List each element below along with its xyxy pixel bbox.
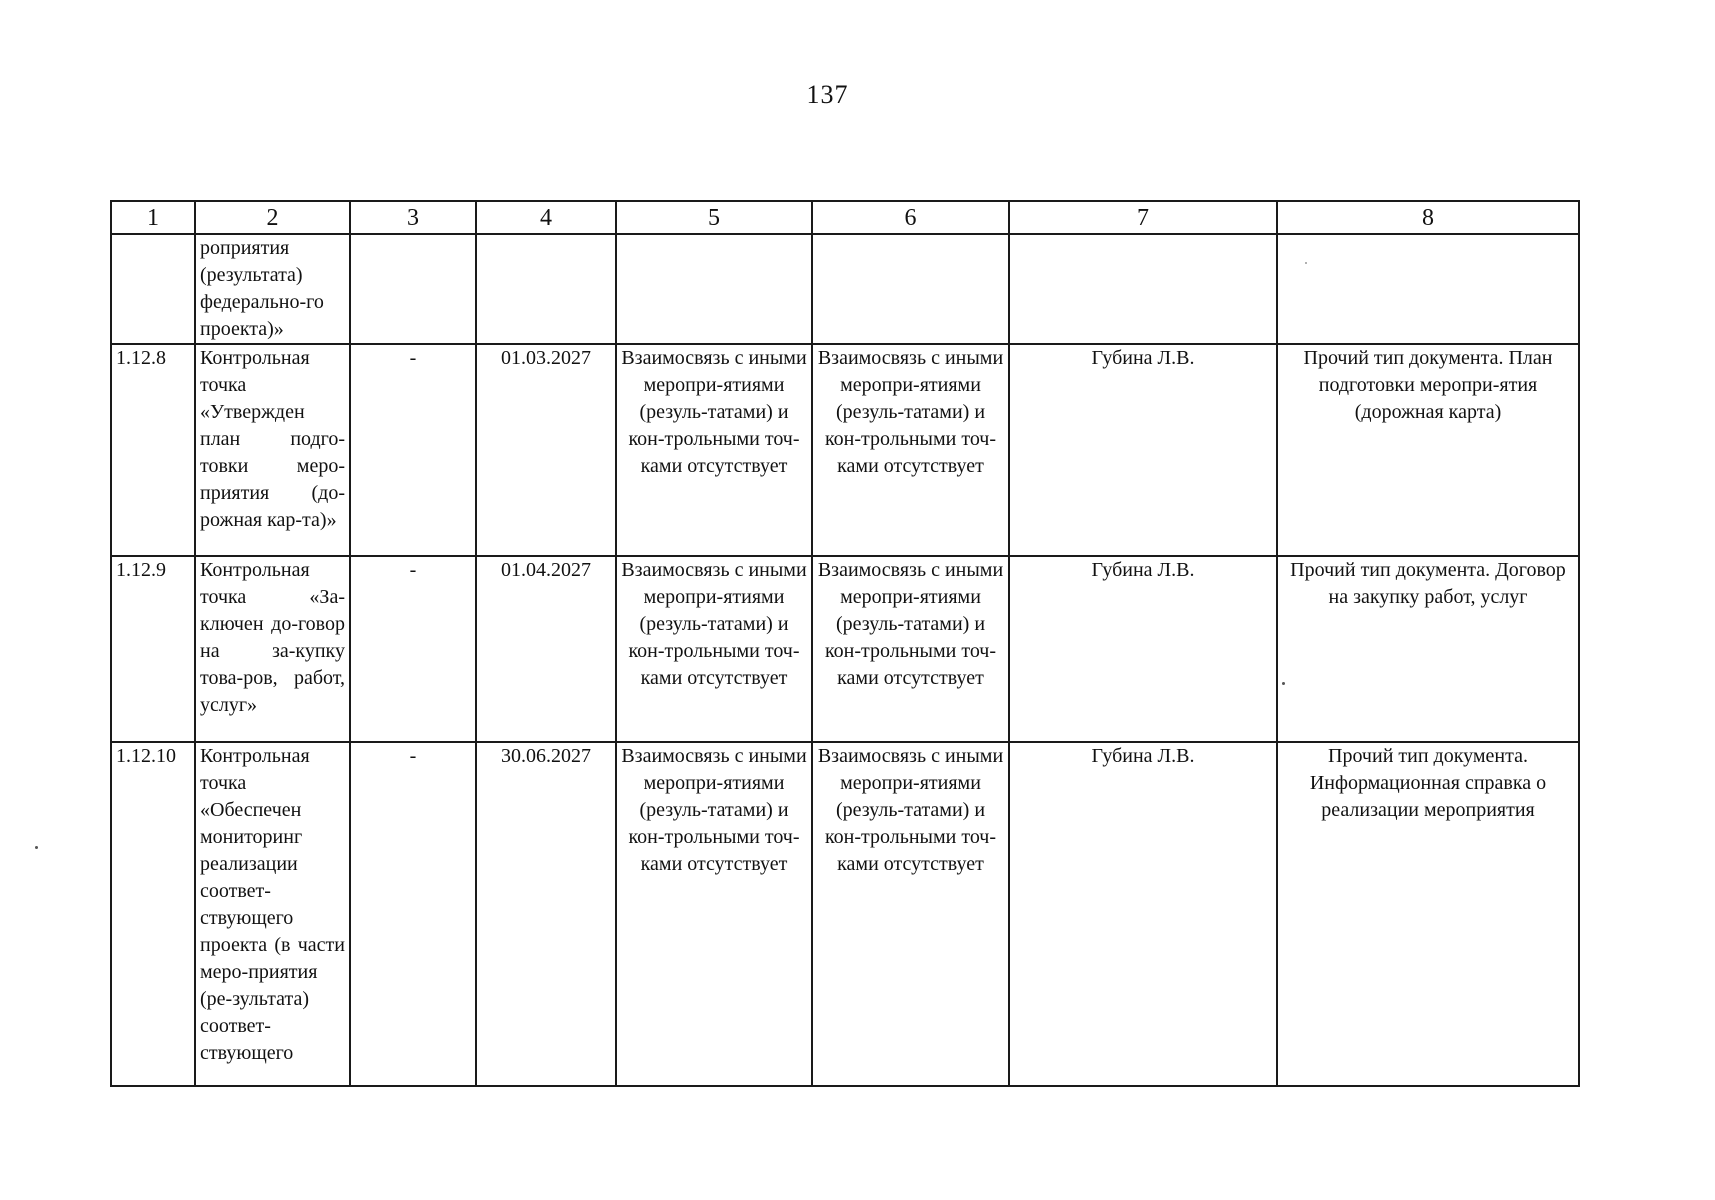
cell-relation-prev: Взаимосвязь с иными меропри-ятиями (резуль-татами) и кон-трольными точ-ками отсутствует <box>616 344 812 556</box>
cell-name: Контрольная точка «Обеспечен мониторинг реализации соответ-ствующего проекта (в части меро-приятия (ре-зультата) соответ-ствующего <box>195 742 350 1086</box>
table-row <box>111 344 1579 556</box>
cell-relation-next: Взаимосвязь с иными меропри-ятиями (резуль-татами) и кон-трольными точ-ками отсутствует <box>812 742 1009 1086</box>
table-row <box>111 556 1579 742</box>
cell-name: роприятия (результата) федерально-го проекта)» <box>195 234 350 344</box>
table-row <box>111 742 1579 1086</box>
page-number: 137 <box>806 80 849 109</box>
cell-date: 01.03.2027 <box>476 344 616 556</box>
cell-number: 1.12.9 <box>111 556 195 742</box>
scan-speck <box>1305 262 1307 264</box>
cell-number: 1.12.8 <box>111 344 195 556</box>
cell-relation-prev: Взаимосвязь с иными меропри-ятиями (резуль-татами) и кон-трольными точ-ками отсутствует <box>616 556 812 742</box>
cell-number <box>111 234 195 344</box>
scan-speck <box>35 846 38 849</box>
cell-date: 01.04.2027 <box>476 556 616 742</box>
cell-relation-next: Взаимосвязь с иными меропри-ятиями (резуль-татами) и кон-трольными точ-ками отсутствует <box>812 556 1009 742</box>
scan-speck <box>1282 682 1285 685</box>
cell-responsible: Губина Л.В. <box>1009 344 1277 556</box>
cell-responsible: Губина Л.В. <box>1009 556 1277 742</box>
cell-name: Контрольная точка «За-ключен до-говор на за-купку това-ров, работ, услуг» <box>195 556 350 742</box>
cell-name: Контрольная точка «Утвержден план подго-товки меро-приятия (до-рожная кар-та)» <box>195 344 350 556</box>
document-table <box>110 200 1580 1087</box>
header-col-6: 6 <box>812 201 1009 234</box>
cell-col-3 <box>350 234 476 344</box>
cell-col-3: - <box>350 344 476 556</box>
header-col-5: 5 <box>616 201 812 234</box>
cell-document: Прочий тип документа. Договор на закупку работ, услуг <box>1277 556 1579 742</box>
cell-document: Прочий тип документа. План подготовки меропри-ятия (дорожная карта) <box>1277 344 1579 556</box>
cell-col-3: - <box>350 742 476 1086</box>
cell-relation-prev: Взаимосвязь с иными меропри-ятиями (резуль-татами) и кон-трольными точ-ками отсутствует <box>616 742 812 1086</box>
cell-relation-prev <box>616 234 812 344</box>
header-col-4: 4 <box>476 201 616 234</box>
table-row-continuation <box>111 234 1579 344</box>
table-header-row <box>111 201 1579 234</box>
header-col-1: 1 <box>111 201 195 234</box>
cell-col-3: - <box>350 556 476 742</box>
header-col-2: 2 <box>195 201 350 234</box>
cell-relation-next: Взаимосвязь с иными меропри-ятиями (резуль-татами) и кон-трольными точ-ками отсутствует <box>812 344 1009 556</box>
header-col-7: 7 <box>1009 201 1277 234</box>
cell-date: 30.06.2027 <box>476 742 616 1086</box>
cell-number: 1.12.10 <box>111 742 195 1086</box>
cell-responsible <box>1009 234 1277 344</box>
cell-date <box>476 234 616 344</box>
cell-document <box>1277 234 1579 344</box>
header-col-8: 8 <box>1277 201 1579 234</box>
cell-relation-next <box>812 234 1009 344</box>
cell-responsible: Губина Л.В. <box>1009 742 1277 1086</box>
cell-document: Прочий тип документа. Информационная справка о реализации мероприятия <box>1277 742 1579 1086</box>
header-col-3: 3 <box>350 201 476 234</box>
